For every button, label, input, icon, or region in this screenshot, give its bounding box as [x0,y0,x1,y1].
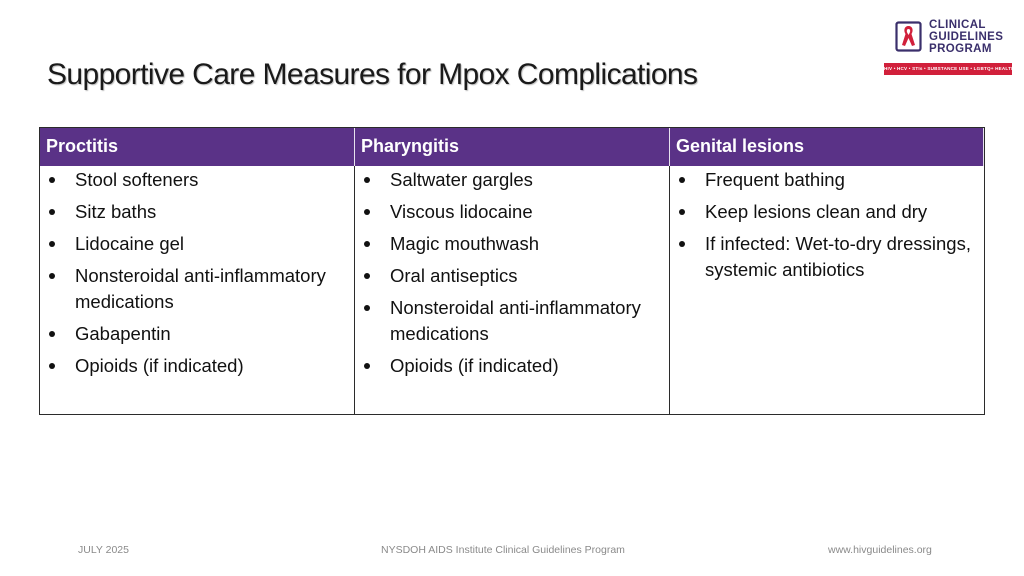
logo-line-3: PROGRAM [929,43,992,55]
column-cell-pharyngitis [355,166,670,414]
list-item: Opioids (if indicated) [359,353,663,379]
logo-line-2: GUIDELINES [929,31,1004,43]
column-header-proctitis: Proctitis [40,128,355,166]
pharyngitis-list [359,167,663,379]
list-item: Stool softeners [44,167,348,193]
slide-title: Supportive Care Measures for Mpox Complications [47,58,698,91]
footer-program-name: NYSDOH AIDS Institute Clinical Guidelines Program [381,544,625,556]
column-cell-proctitis [40,166,355,414]
list-item: Sitz baths [44,199,348,225]
list-item: Lidocaine gel [44,231,348,257]
list-item: Nonsteroidal anti-inflammatory medications [359,295,663,347]
logo-wordmark [929,19,1003,55]
list-item: Frequent bathing [674,167,978,193]
list-item: Magic mouthwash [359,231,663,257]
list-item: Oral antiseptics [359,263,663,289]
list-item: Nonsteroidal anti-inflammatory medications [44,263,348,315]
footer-date: JULY 2025 [78,544,129,556]
clinical-guidelines-program-logo [884,18,1015,76]
column-header-pharyngitis: Pharyngitis [355,128,670,166]
genital-lesions-list [674,167,978,283]
footer-url: www.hivguidelines.org [828,544,932,556]
list-item: Keep lesions clean and dry [674,199,978,225]
proctitis-list [44,167,348,379]
column-header-genital-lesions: Genital lesions [670,128,984,166]
list-item: Gabapentin [44,321,348,347]
logo-tagline: HIV • HCV • STIs • SUBSTANCE USE • LGBTQ+ HEALTH [884,63,1012,75]
list-item: Opioids (if indicated) [44,353,348,379]
list-item: Viscous lidocaine [359,199,663,225]
red-ribbon-icon [895,21,922,52]
list-item: If infected: Wet-to-dry dressings, systemic antibiotics [674,231,978,283]
logo-line-1: CLINICAL [929,19,986,31]
column-cell-genital-lesions [670,166,984,414]
list-item: Saltwater gargles [359,167,663,193]
care-measures-table [39,127,985,415]
